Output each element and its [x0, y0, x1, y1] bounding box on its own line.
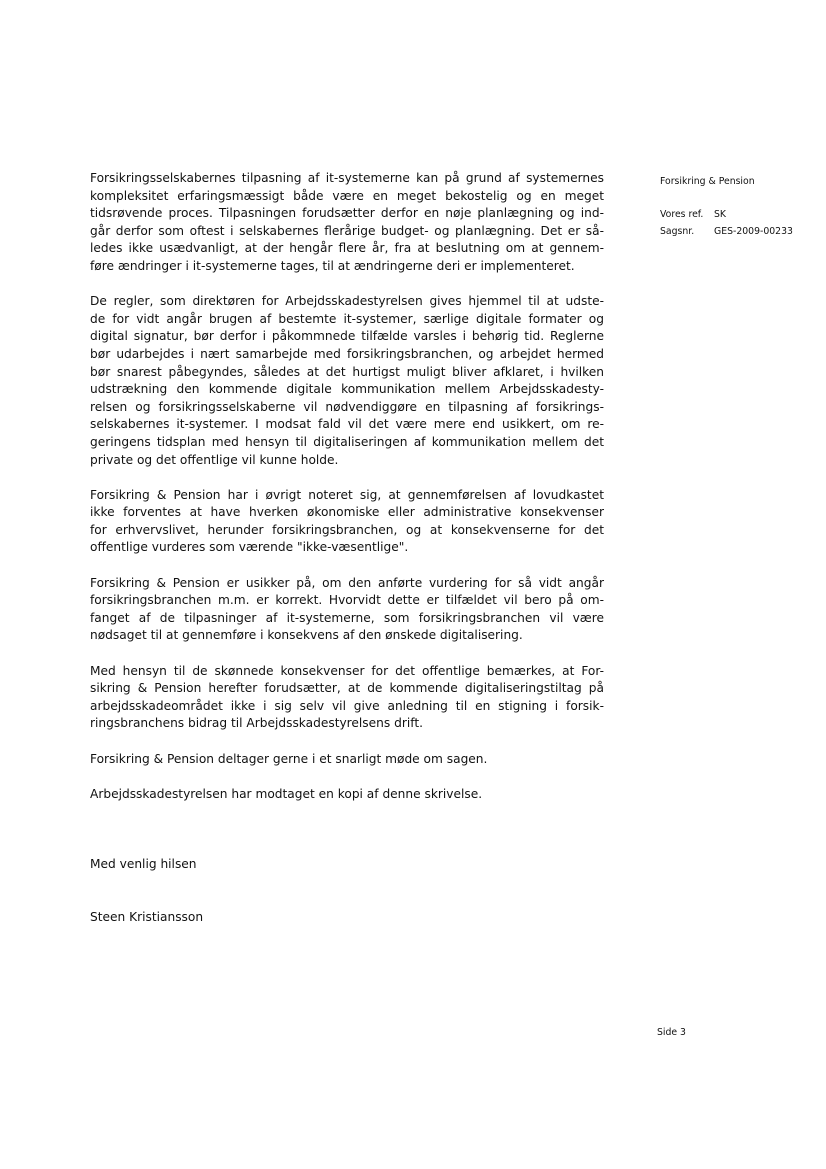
text-line: ringsbranchens bidrag til Arbejdsskadestyrelsens drift. [90, 716, 423, 731]
paragraph-copy-note [90, 786, 604, 804]
case-number-value: GES-2009-00233 [714, 225, 793, 237]
text-line: for erhvervslivet, herunder forsikringsbranchen, og at konsekvenserne for det [90, 522, 604, 537]
text-line: Forsikring & Pension har i øvrigt noteret sig, at gennemførelsen af lovudkastet [90, 487, 604, 502]
text-line: føre ændringer i it-systemerne tages, til at ændringerne deri er implementeret. [90, 258, 575, 273]
sidebar-row-case-number [660, 224, 820, 241]
paragraph-consequences-note [90, 487, 604, 557]
text-line: private og det offentlige vil kunne holde. [90, 452, 339, 467]
text-line: digital signatur, bør derfor i påkommnede tilfælde varsles i behørig tid. Reglerne [90, 329, 604, 344]
text-line: tidsrøvende proces. Tilpasningen forudsætter derfor en nøje planlægning og ind- [90, 206, 604, 221]
text-line: ledes ikke usædvanligt, at der hengår flere år, fra at beslutning om at gennem- [90, 241, 604, 256]
text-line: nødsaget til at gennemføre i konsekvens af den ønskede digitalisering. [90, 628, 523, 643]
paragraph-it-adaptation [90, 170, 604, 276]
paragraph-meeting [90, 751, 604, 769]
text-line: relsen og forsikringsselskaberne vil nødvendiggøre en tilpasning af forsikrings- [90, 399, 604, 414]
text-line: geringens tidsplan med hensyn til digitaliseringen af kommunikation mellem det [90, 434, 604, 449]
text-line: Arbejdsskadestyrelsen har modtaget en kopi af denne skrivelse. [90, 786, 483, 801]
text-line: Med hensyn til de skønnede konsekvenser for det offentlige bemærkes, at For- [90, 663, 604, 678]
sidebar-meta [660, 174, 820, 240]
text-line: forsikringsbranchen m.m. er korrekt. Hvorvidt dette er tilfældet vil bero på om- [90, 593, 604, 608]
sidebar-org-name: Forsikring & Pension [660, 176, 755, 187]
text-line: fanget af de tilpasninger af it-systemerne, som forsikringsbranchen vil være [90, 610, 604, 625]
text-line: går derfor som oftest i selskabernes flerårige budget- og planlægning. Det er så- [90, 223, 604, 238]
page-number: Side 3 [657, 1027, 686, 1038]
reference-label: Vores ref. [660, 209, 704, 220]
sidebar-row-reference [660, 207, 820, 224]
signature-name: Steen Kristiansson [90, 909, 204, 924]
text-line: udstrækning den kommende digitale kommunikation mellem Arbejdsskadesty- [90, 382, 604, 397]
text-line: bør udarbejdes i nært samarbejde med forsikringsbranchen, og arbejdet hermed [90, 346, 604, 361]
text-line: de for vidt angår brugen af bestemte it-systemer, særlige digitale formater og [90, 311, 604, 326]
text-line: arbejdsskadeområdet ikke i sig selv vil give anledning til en stigning i forsik- [90, 698, 604, 713]
closing-greeting: Med venlig hilsen [90, 856, 197, 871]
text-line: bør snarest påbegyndes, således at det hurtigst muligt bliver afklaret, i hvilken [90, 364, 604, 379]
text-line: Forsikring & Pension deltager gerne i et snarligt møde om sagen. [90, 751, 488, 766]
text-line: selskabernes it-systemer. I modsat fald vil det være mere end usikkert, om re- [90, 417, 604, 432]
text-line: Forsikring & Pension er usikker på, om den anførte vurdering for så vidt angår [90, 575, 604, 590]
text-line: Forsikringsselskabernes tilpasning af it-systemerne kan på grund af systemernes [90, 171, 604, 185]
text-line: ikke forventes at have hverken økonomiske eller administrative konsekvenser [90, 505, 604, 520]
text-line: offentlige vurderes som værende "ikke-væsentlige". [90, 540, 409, 555]
text-line: De regler, som direktøren for Arbejdsskadestyrelsen gives hjemmel til at udste- [90, 294, 604, 309]
text-line: sikring & Pension herefter forudsætter, at de kommende digitaliseringstiltag på [90, 681, 604, 696]
letter-body [90, 170, 604, 926]
paragraph-assessment-doubt [90, 575, 604, 645]
text-line: kompleksitet erfaringsmæssigt både være en meget bekostelig og en meget [90, 188, 604, 203]
paragraph-regulations [90, 293, 604, 469]
case-number-label: Sagsnr. [660, 225, 695, 237]
paragraph-public-consequences [90, 663, 604, 733]
reference-value: SK [714, 209, 726, 220]
